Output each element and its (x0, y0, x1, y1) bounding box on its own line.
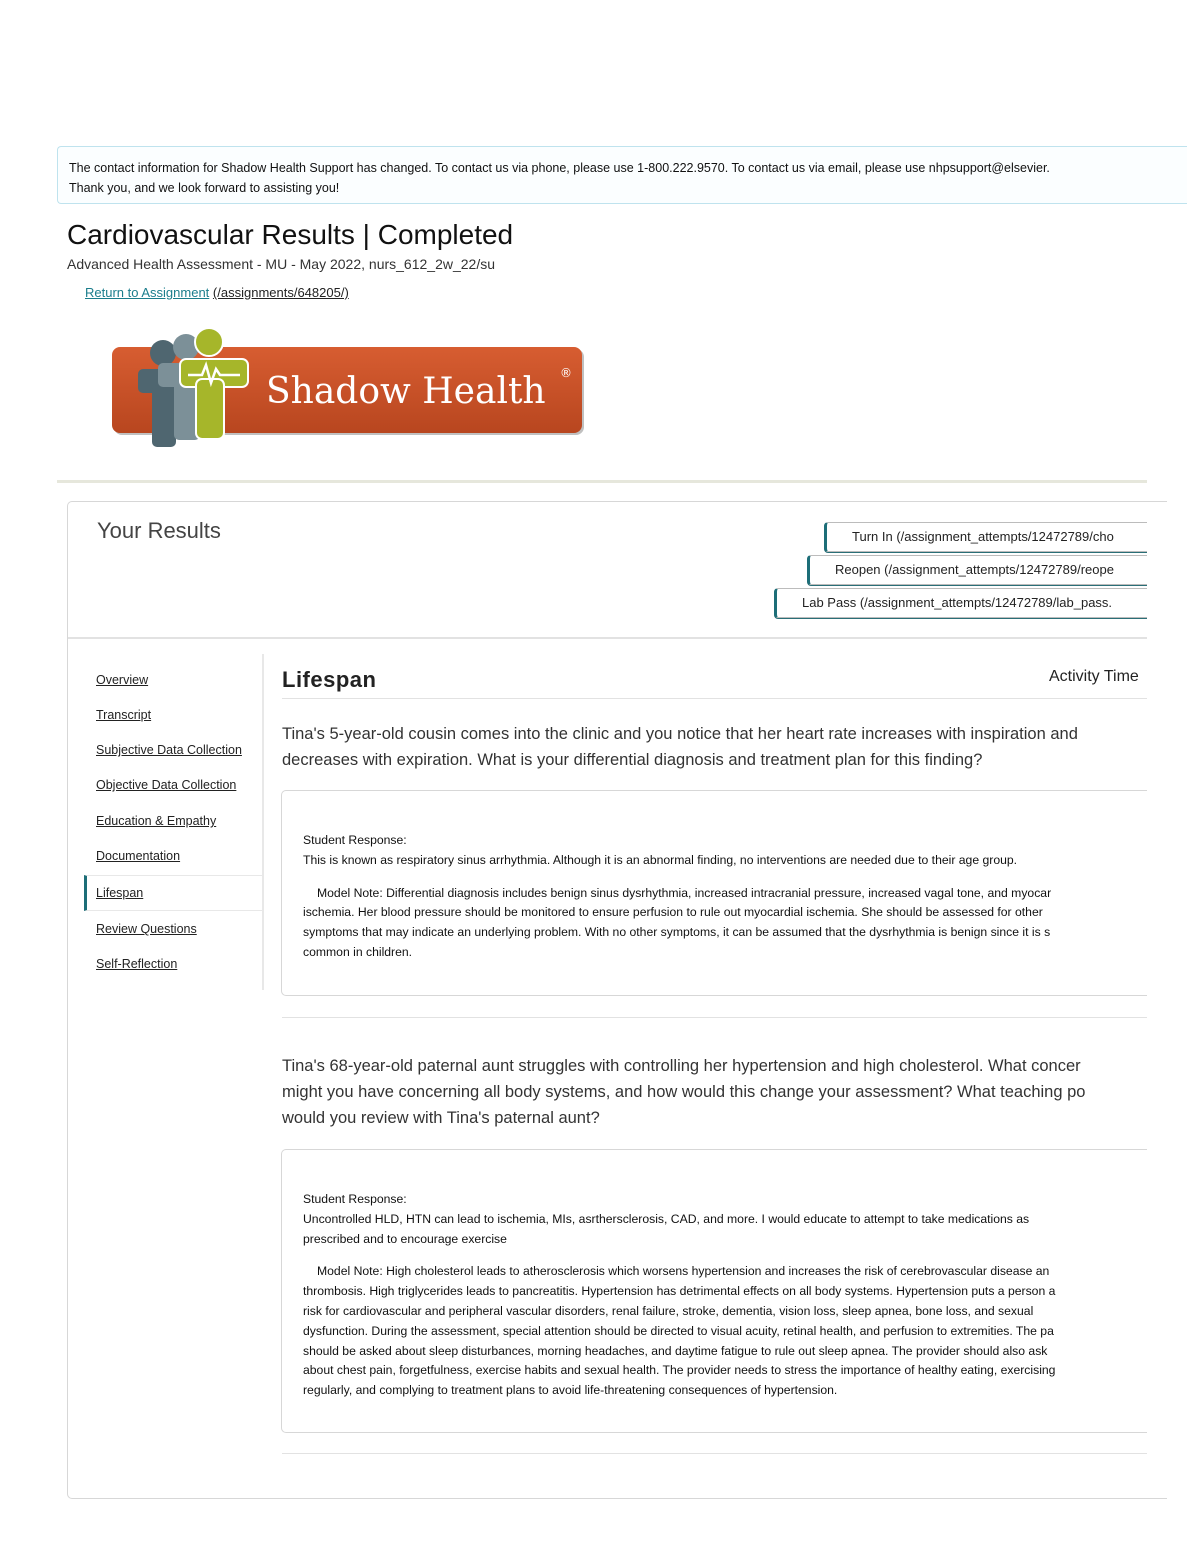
activity-time-label: Activity Time (1049, 668, 1139, 685)
model-note-text: thrombosis. High triglycerides leads to pancreatitis. Hypertension has detrimental effects on all body systems. Hypertension puts a person a (303, 1284, 1056, 1299)
sidebar-item-self-reflection[interactable]: Self-Reflection (96, 957, 178, 971)
student-response-label: Student Response: (303, 1192, 407, 1206)
section-title: Lifespan (282, 667, 377, 692)
model-note-text: ischemia. Her blood pressure should be monitored to ensure perfusion to rule out myocardial ischemia. She should be assessed for other (303, 905, 1043, 920)
logo-wordmark: Shadow Health (266, 371, 546, 412)
question-2-line: would you review with Tina's paternal aunt? (282, 1109, 600, 1127)
question-2-line: Tina's 68-year-old paternal aunt struggles with controlling her hypertension and high cholesterol. What concer (282, 1057, 1081, 1075)
student-response-label: Student Response: (303, 833, 407, 847)
sidebar-item-overview[interactable]: Overview (96, 673, 149, 687)
turn-in-button[interactable]: Turn In (/assignment_attempts/12472789/cho (824, 522, 1147, 552)
model-note-text: risk for cardiovascular and peripheral vascular disorders, renal failure, stroke, dementia, vision loss, sleep apnea, bone loss, and sexual (303, 1303, 1034, 1318)
support-notice (57, 146, 1187, 204)
model-note-text: Model Note: High cholesterol leads to atherosclerosis which worsens hypertension and increases the risk of cerebrovascular disease an (317, 1264, 1050, 1279)
question-1-line: Tina's 5-year-old cousin comes into the clinic and you notice that her heart rate increases with inspiration and (282, 725, 1078, 743)
results-title: Your Results (97, 518, 221, 543)
model-note-text: about chest pain, forgetfulness, exercise habits and sexual health. The provider needs to stress the importance of healthy eating, exercising (303, 1363, 1056, 1378)
return-to-assignment-link[interactable]: Return to Assignment (85, 285, 210, 300)
question-2-line: might you have concerning all body systems, and how would this change your assessment? What teaching po (282, 1083, 1086, 1101)
header-divider (57, 480, 1147, 483)
question-1 (282, 721, 1147, 773)
model-note-text: common in children. (303, 944, 413, 959)
results-divider (68, 637, 1147, 639)
notice-line-1: The contact information for Shadow Health Support has changed. To contact us via phone, please use 1-800.222.9570. To contact us via email, please use nhpsupport@elsevier. (69, 161, 1050, 175)
course-subtitle: Advanced Health Assessment - MU - May 2022, nurs_612_2w_22/su (67, 256, 496, 272)
question-2 (282, 1053, 1147, 1131)
results-sidebar (84, 654, 264, 990)
student-response-text: prescribed and to encourage exercise (303, 1231, 507, 1246)
model-note-text: dysfunction. During the assessment, special attention should be directed to visual acuity, retinal health, and perfusion to extremities. The pa (303, 1323, 1054, 1338)
sidebar-item-transcript[interactable]: Transcript (96, 708, 152, 722)
sidebar-item-documentation[interactable]: Documentation (96, 849, 181, 863)
reopen-button[interactable]: Reopen (/assignment_attempts/12472789/reope (807, 555, 1147, 585)
sidebar-item-education-empathy[interactable]: Education & Empathy (96, 814, 217, 828)
model-note-text: regularly, and complying to treatment plans to avoid life-threatening consequences of hypertension. (303, 1383, 838, 1398)
shadow-health-logo (108, 325, 588, 455)
question-1-line: decreases with expiration. What is your differential diagnosis and treatment plan for this finding? (282, 751, 983, 769)
answer-card-1 (281, 790, 1147, 996)
model-note-text: Model Note: Differential diagnosis includes benign sinus dysrhythmia, increased intracranial pressure, increased vagal tone, and myocar (317, 885, 1052, 900)
sidebar-item-subjective-data-collection[interactable]: Subjective Data Collection (96, 743, 242, 757)
question-separator (282, 1017, 1147, 1018)
question-separator (282, 1453, 1147, 1454)
answer-card-2 (281, 1149, 1147, 1433)
return-path: (/assignments/648205/) (212, 285, 349, 300)
notice-line-2: Thank you, and we look forward to assisting you! (69, 181, 340, 195)
return-to-assignment[interactable] (85, 285, 349, 300)
sidebar-item-objective-data-collection[interactable]: Objective Data Collection (96, 778, 237, 792)
page-title: Cardiovascular Results | Completed (67, 219, 514, 250)
sidebar-item-review-questions[interactable]: Review Questions (96, 922, 197, 936)
section-rule (282, 698, 1147, 699)
logo-registered-mark: ® (560, 366, 572, 380)
student-response-text: This is known as respiratory sinus arrhythmia. Although it is an abnormal finding, no interventions are needed due to their age group. (303, 852, 1018, 867)
sidebar-item-lifespan[interactable]: Lifespan (96, 886, 144, 900)
lab-pass-button[interactable]: Lab Pass (/assignment_attempts/12472789/lab_pass. (774, 588, 1147, 618)
model-note-text: should be asked about sleep disturbances, morning headaches, and daytime fatigue to rule out sleep apnea. The provider should also ask (303, 1343, 1048, 1358)
model-note-text: symptoms that may indicate an underlying problem. With no other symptoms, it can be assumed that the dysrhythmia is benign since it is s (303, 925, 1051, 940)
student-response-text: Uncontrolled HLD, HTN can lead to ischemia, MIs, asrthersclerosis, CAD, and more. I would educate to attempt to take medications as (303, 1211, 1030, 1226)
